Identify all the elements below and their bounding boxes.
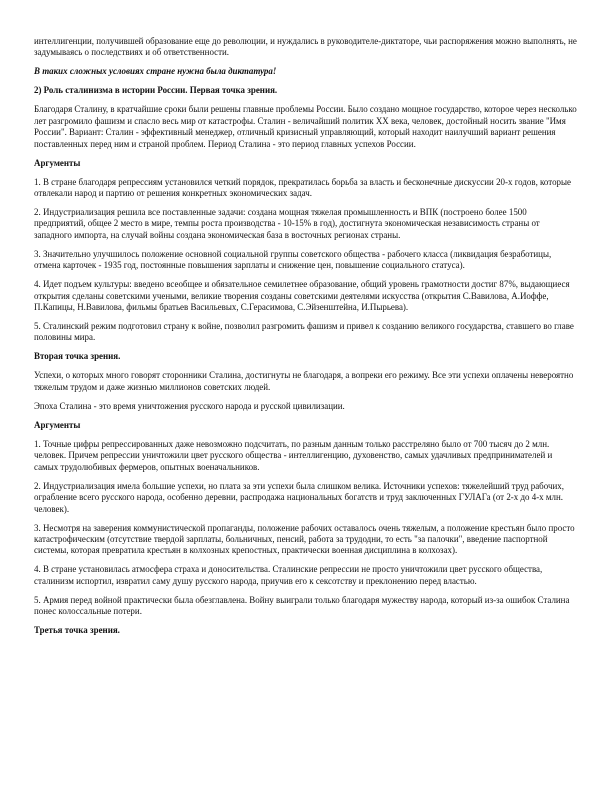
- second-view-argument-1: 1. Точные цифры репрессированных даже невозможно подсчитать, по разным данным только расстреляно было от 700 тысяч до 2 млн. человек. Причем репрессии уничтожили цвет русского общества - интеллигенцию, духовенство, самых удачливых предпринимателей и самых трудолюбивых фермеров, опытных военачальников.: [34, 438, 553, 472]
- second-view-heading: Вторая точка зрения.: [34, 351, 121, 362]
- first-view-argument-5: 5. Сталинский режим подготовил страну к войне, позволил разгромить фашизм и привел к созданию великого государства, ставшего во главе половины мира.: [34, 321, 574, 343]
- intro-continuation: интеллигенции, получившей образование еще до революции, и нуждались в руководителе-диктаторе, чьи распоряжения можно выполнять, не задумываясь о последствиях и об ответственности.: [34, 36, 577, 58]
- first-view-argument-2: 2. Индустриализация решила все поставленные задачи: создана мощная тяжелая промышленность и ВПК (построено более 1500 предприятий, общее 2 место в мире, темпы роста производства - 10-15% в год), достигнута экономическая независимость страны от западного импорта, на случай войны создана экономическая база в восточных регионах страны.: [34, 207, 540, 240]
- dictatorship-conclusion: В таких сложных условиях стране нужна была диктатура!: [34, 66, 277, 77]
- arguments-heading-first: Аргументы: [34, 157, 81, 168]
- second-view-text-1: Успехи, о которых много говорят сторонники Сталина, достигнуты не благодаря, а вопреки его режиму. Все эти успехи оплачены невероятно тяжелым трудом и даже жизнью миллионов советских людей.: [34, 370, 574, 392]
- second-view-argument-4: 4. В стране установилась атмосфера страха и доносительства. Сталинские репрессии не просто уничтожили цвет русского общества, сталинизм испортил, извратил саму душу русского народа, приучив его к сексотству и преклонению перед властью.: [34, 564, 543, 586]
- first-view-text: Благодаря Сталину, в кратчайшие сроки были решены главные проблемы России. Было создано мощное государство, которое через несколько лет разгромило фашизм и спасло весь мир от катастрофы. Сталин - величайший политик XX века, человек, достойный носить звание "Имя России". Вариант: Сталин - эффективный менеджер, отличный кризисный управляющий, который находит наилучший вариант решения поставленных перед ним и страной проблем. Период Сталина - это период главных успехов России.: [34, 104, 577, 149]
- third-view-heading: Третья точка зрения.: [34, 625, 120, 636]
- second-view-argument-2: 2. Индустриализация имела большие успехи, но плата за эти успехи была слишком велика. Источники успехов: тяжелейший труд рабочих, ограбление всего русского народа, особенно деревни, распродажа национальных богатств и труд заключенных ГУЛАГа (от 2-х до 4-х млн. человек).: [34, 480, 564, 514]
- document-page: [34, 36, 578, 644]
- second-view-argument-5: 5. Армия перед войной практически была обезглавлена. Войну выиграли только благодаря мужеству народа, который из-за ошибок Сталина понес колоссальные потери.: [34, 594, 570, 617]
- first-view-argument-1: 1. В стране благодаря репрессиям установился четкий порядок, прекратилась борьба за власть и бесконечные дискуссии 20-х годов, которые отвлекали народ и партию от решения конкретных экономических задач.: [34, 176, 571, 199]
- second-view-text-2: Эпоха Сталина - это время уничтожения русского народа и русской цивилизации.: [34, 400, 345, 411]
- section2-heading: 2) Роль сталинизма в истории России. Первая точка зрения.: [34, 85, 278, 96]
- arguments-heading-second: Аргументы: [34, 419, 81, 430]
- first-view-argument-3: 3. Значительно улучшилось положение основной социальной группы советского общества - рабочего класса (ликвидация безработицы, отмена карточек - 1935 год, постоянные повышения зарплаты и снижение цен, повышение социального статуса).: [34, 248, 552, 271]
- first-view-argument-4: 4. Идет подъем культуры: введено всеобщее и обязательное семилетнее образование, общий уровень грамотности достиг 87%, выдающиеся открытия сделаны советскими учеными, великие творения созданы советскими деятелями искусства (открытия С.Вавилова, А.Иоффе, П.Капицы, Н.Вавилова, фильмы братьев Васильевых, С.Герасимова, С.Эйзенштейна, И.Пырьева).: [34, 279, 570, 313]
- second-view-argument-3: 3. Несмотря на заверения коммунистической пропаганды, положение рабочих оставалось очень тяжелым, а положение крестьян было просто катастрофическим (отсутствие твердой зарплаты, больничных, пенсий, работа за трудодни, то есть "за палочки", введение паспортной системы, которая превратила крестьян в колхозных крепостных, практически военная дисциплина в колхозах).: [34, 522, 575, 556]
